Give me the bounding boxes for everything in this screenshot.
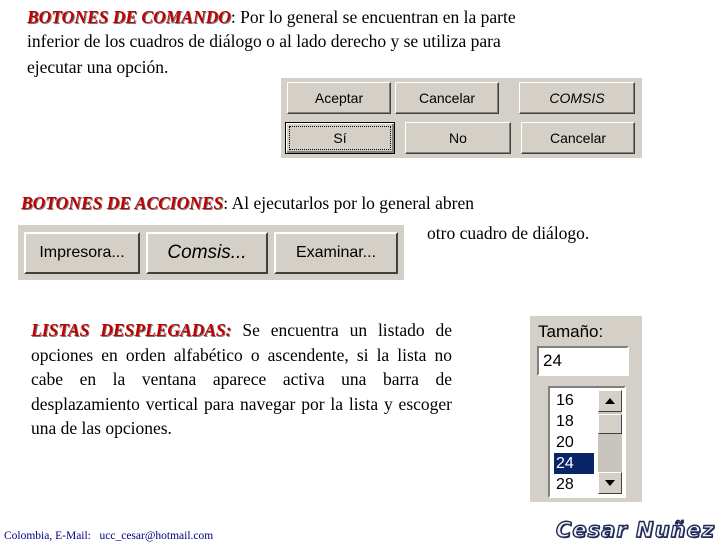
acciones-line1 — [21, 192, 474, 215]
scroll-down-icon — [605, 480, 615, 486]
list-item[interactable]: 18 — [556, 413, 574, 430]
list-item[interactable]: 28 — [556, 476, 574, 493]
comando-line3: ejecutar una opción. — [27, 57, 169, 77]
scroll-down-button[interactable] — [598, 472, 622, 494]
no-button[interactable]: No — [405, 122, 511, 154]
tamano-panel — [530, 316, 642, 502]
cancelar-button[interactable]: Cancelar — [395, 82, 499, 114]
action-buttons-panel — [18, 225, 404, 280]
command-buttons-panel — [281, 78, 642, 158]
si-button[interactable]: Sí — [285, 122, 395, 154]
tamano-listbox[interactable] — [548, 386, 626, 498]
comsis-action-button[interactable]: Comsis... — [146, 232, 268, 274]
comando-line2: inferior de los cuadros de diálogo o al lado derecho y se utiliza para — [27, 31, 501, 51]
listas-text: Se encuentra un listado de opciones en orden alfabético o ascendente, si la lista no cabe en la ventana aparece activa una barra de desplazamiento vertical para navegar por la lista y escoger una de las opciones. — [31, 320, 452, 438]
aceptar-button[interactable]: Aceptar — [287, 82, 391, 114]
footer-contact: Colombia, E-Mail: ucc_cesar@hotmail.com — [4, 530, 214, 542]
acciones-line2: otro cuadro de diálogo. — [427, 223, 590, 243]
scroll-thumb[interactable] — [598, 414, 622, 434]
acciones-line1-text: : Al ejecutarlos por lo general abren — [223, 193, 475, 213]
listas-heading: LISTAS DESPLEGADAS: — [31, 320, 232, 340]
scroll-up-button[interactable] — [598, 390, 622, 412]
scroll-up-icon — [605, 398, 615, 404]
comando-heading: BOTONES DE COMANDO — [27, 7, 231, 27]
tamano-input-value: 24 — [543, 351, 562, 370]
comsis-button[interactable]: COMSIS — [519, 82, 635, 114]
scrollbar[interactable] — [598, 390, 622, 494]
tamano-label: Tamaño: — [538, 322, 604, 341]
list-item[interactable]: 24 — [554, 453, 594, 474]
listas-paragraph — [31, 318, 452, 441]
examinar-button[interactable]: Examinar... — [274, 232, 398, 274]
author-signature: Cesar Nuñez — [556, 518, 715, 542]
list-item[interactable]: 20 — [556, 434, 574, 451]
impresora-button[interactable]: Impresora... — [24, 232, 140, 274]
cancelar-button-2[interactable]: Cancelar — [521, 122, 635, 154]
tamano-input[interactable] — [537, 346, 629, 376]
list-item[interactable]: 16 — [556, 392, 574, 409]
comando-line1-text: : Por lo general se encuentran en la parte — [230, 7, 516, 27]
acciones-heading: BOTONES DE ACCIONES — [21, 193, 224, 213]
comando-line1 — [27, 6, 516, 29]
